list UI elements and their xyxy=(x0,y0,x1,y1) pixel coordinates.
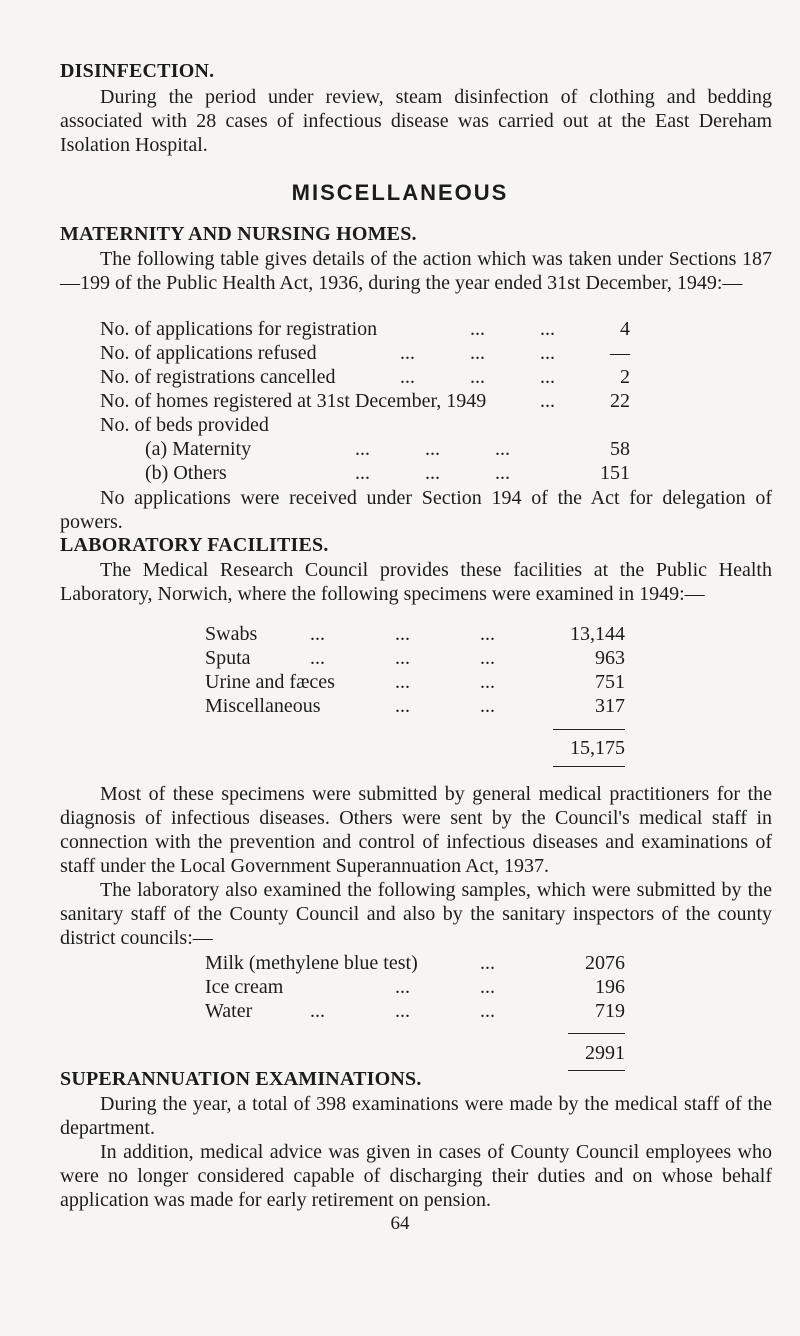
leader-dots: ... xyxy=(395,647,410,669)
total-rule xyxy=(553,766,625,767)
sum-rule xyxy=(568,1033,625,1034)
leader-dots: ... xyxy=(480,671,495,693)
delegation-text: No applications were received under Section 194 of the Act for delegation of powers. xyxy=(60,487,772,533)
leader-dots: ... xyxy=(355,438,370,460)
leader-dots: ... xyxy=(480,1000,495,1022)
row-label: (b) Others xyxy=(145,462,227,484)
row-value: 2 xyxy=(620,366,630,388)
specimen-label: Urine and fæces xyxy=(205,671,335,693)
leader-dots: ... xyxy=(395,695,410,717)
sample-value: 2076 xyxy=(585,952,625,974)
leader-dots: ... xyxy=(395,976,410,998)
sample-value: 196 xyxy=(595,976,625,998)
row-label: No. of beds provided xyxy=(100,414,269,436)
row-value: 4 xyxy=(620,318,630,340)
total-rule xyxy=(568,1070,625,1071)
row-value: 151 xyxy=(600,462,630,484)
row-value: 58 xyxy=(610,438,630,460)
leader-dots: ... xyxy=(425,462,440,484)
leader-dots: ... xyxy=(355,462,370,484)
leader-dots: ... xyxy=(310,1000,325,1022)
specimen-value: 13,144 xyxy=(570,623,625,645)
row-label: (a) Maternity xyxy=(145,438,252,460)
sample-label: Ice cream xyxy=(205,976,284,998)
samples-text: The laboratory also examined the following samples, which were submitted by the sanitary staff of the County Council and also by the sanitary inspectors of the county district councils:— xyxy=(60,879,772,949)
leader-dots: ... xyxy=(395,623,410,645)
laboratory-intro-paragraph xyxy=(60,558,772,606)
leader-dots: ... xyxy=(540,390,555,412)
row-value: 22 xyxy=(610,390,630,412)
superannuation-text-1: During the year, a total of 398 examinations were made by the medical staff of the department. xyxy=(60,1093,772,1139)
leader-dots: ... xyxy=(540,342,555,364)
maternity-intro-paragraph xyxy=(60,247,772,295)
maternity-intro: The following table gives details of the action which was taken under Sections 187—199 of the Public Health Act, 1936, during the year ended 31st December, 1949:— xyxy=(60,248,772,294)
leader-dots: ... xyxy=(480,976,495,998)
page-number: 64 xyxy=(390,1213,410,1234)
leader-dots: ... xyxy=(400,342,415,364)
sum-rule xyxy=(553,729,625,730)
row-value: — xyxy=(610,342,630,364)
specimen-value: 963 xyxy=(595,647,625,669)
leader-dots: ... xyxy=(425,438,440,460)
miscellaneous-title: MISCELLANEOUS xyxy=(291,180,509,205)
leader-dots: ... xyxy=(495,462,510,484)
maternity-heading: MATERNITY AND NURSING HOMES. xyxy=(60,223,417,245)
sample-label: Milk (methylene blue test) xyxy=(205,952,418,974)
samples-paragraph xyxy=(60,878,772,950)
superannuation-heading: SUPERANNUATION EXAMINATIONS. xyxy=(60,1068,422,1090)
samples-total: 2991 xyxy=(585,1042,625,1064)
leader-dots: ... xyxy=(480,695,495,717)
delegation-paragraph xyxy=(60,486,772,534)
leader-dots: ... xyxy=(470,342,485,364)
superannuation-paragraph-2 xyxy=(60,1140,772,1212)
disinfection-text: During the period under review, steam disinfection of clothing and bedding associated with 28 cases of infectious disease was carried out at the East Dereham Isolation Hospital. xyxy=(60,86,772,156)
leader-dots: ... xyxy=(470,318,485,340)
sample-label: Water xyxy=(205,1000,253,1022)
specimens-text: Most of these specimens were submitted by general medical practitioners for the diagnosis of infectious diseases. Others were sent by the Council's medical staff in connection with the prevention and control of infectious diseases and examinations of staff under the Local Government Superannuation Act, 1937. xyxy=(60,783,772,877)
specimen-label: Swabs xyxy=(205,623,258,645)
sample-value: 719 xyxy=(595,1000,625,1022)
leader-dots: ... xyxy=(400,366,415,388)
specimen-label: Miscellaneous xyxy=(205,695,321,717)
row-label: No. of applications refused xyxy=(100,342,317,364)
row-label: No. of homes registered at 31st December, 1949 xyxy=(100,390,487,412)
leader-dots: ... xyxy=(540,366,555,388)
leader-dots: ... xyxy=(395,671,410,693)
leader-dots: ... xyxy=(310,623,325,645)
leader-dots: ... xyxy=(480,647,495,669)
row-label: No. of registrations cancelled xyxy=(100,366,336,388)
leader-dots: ... xyxy=(395,1000,410,1022)
leader-dots: ... xyxy=(480,952,495,974)
leader-dots: ... xyxy=(310,647,325,669)
disinfection-heading: DISINFECTION. xyxy=(60,60,215,82)
row-label: No. of applications for registration xyxy=(100,318,378,340)
specimen-value: 751 xyxy=(595,671,625,693)
superannuation-paragraph-1 xyxy=(60,1092,772,1140)
leader-dots: ... xyxy=(470,366,485,388)
laboratory-intro: The Medical Research Council provides these facilities at the Public Health Laboratory, Norwich, where the following specimens were examined in 1949:— xyxy=(60,559,772,605)
specimen-value: 317 xyxy=(595,695,625,717)
specimens-total: 15,175 xyxy=(570,737,625,759)
leader-dots: ... xyxy=(480,623,495,645)
leader-dots: ... xyxy=(540,318,555,340)
leader-dots: ... xyxy=(495,438,510,460)
disinfection-paragraph xyxy=(60,85,772,157)
superannuation-text-2: In addition, medical advice was given in cases of County Council employees who were no longer considered capable of discharging their duties and on whose behalf application was made for early retirement on pension. xyxy=(60,1141,772,1211)
specimens-paragraph xyxy=(60,782,772,878)
specimen-label: Sputa xyxy=(205,647,251,669)
laboratory-heading: LABORATORY FACILITIES. xyxy=(60,534,329,556)
